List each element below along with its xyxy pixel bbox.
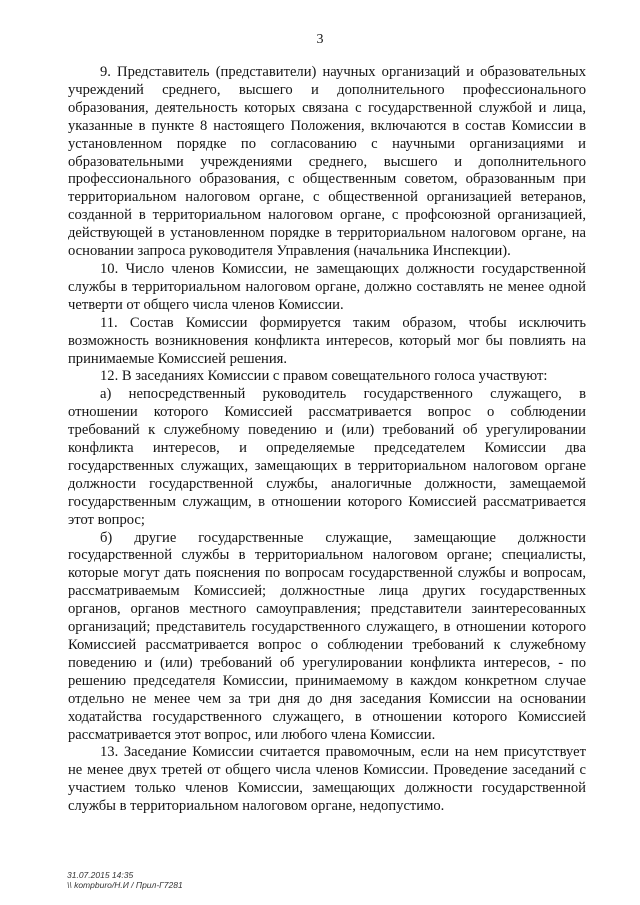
paragraph-11: 11. Состав Комиссии формируется таким образом, чтобы исключить возможность возникновения конфликта интересов, который мог бы повлиять на принимаемые Комиссией решения. bbox=[68, 314, 586, 367]
paragraph-9: 9. Представитель (представители) научных организаций и образовательных учреждений среднего, высшего и дополнительного профессионального образования, деятельность которых связана с государственной службой и лица, указанные в пункте 8 настоящего Положения, включаются в состав Комиссии в установленном порядке по согласованию с научными организациями и образовательными учреждениями среднего, высшего и дополнительного профессионального образования, с общественным советом, образованным при территориальном налоговом органе, с общественной организацией ветеранов, созданной в территориальном налоговом органе, с профсоюзной организацией, действующей в установленном порядке в территориальном налоговом органе, на основании запроса руководителя Управления (начальника Инспекции). bbox=[68, 64, 586, 260]
page-number: 3 bbox=[316, 32, 324, 47]
paragraph-10: 10. Число членов Комиссии, не замещающих должности государственной службы в территориальном налоговом органе, должно составлять не менее одной четверти от общего числа членов Комиссии. bbox=[68, 260, 586, 313]
paragraph-12: 12. В заседаниях Комиссии с правом совещательного голоса участвуют: bbox=[100, 368, 548, 385]
paragraph-13: 13. Заседание Комиссии считается правомочным, если на нем присутствует не менее двух третей от общего числа членов Комиссии. Проведение заседаний с участием только членов Комиссии, замещающих должности государственной службы в территориальном налоговом органе, недопустимо. bbox=[68, 744, 586, 815]
footer-file-path: \\ kompburo/Н.И / Прил-Г7281 bbox=[67, 880, 183, 890]
document-body bbox=[68, 64, 586, 816]
paragraph-12-a: а) непосредственный руководитель государственного служащего, в отношении которого Комиссией рассматривается вопрос о соблюдении требований к служебному поведению и (или) требований об урегулировании конфликта интересов, и определяемые председателем Комиссии два государственных служащих, замещающих в территориальном налоговом органе должности государственной службы, аналогичные должности, замещаемой государственным служащим, в отношении которого Комиссией рассматривается этот вопрос; bbox=[68, 386, 586, 528]
footer-date: 31.07.2015 14:35 bbox=[67, 870, 134, 880]
paragraph-12-b: б) другие государственные служащие, замещающие должности государственной службы в территориальном налоговом органе; специалисты, которые могут дать пояснения по вопросам государственной службы и вопросам, рассматриваемым Комиссией; должностные лица других государственных органов, органов местного самоуправления; представители заинтересованных организаций; представитель государственного служащего, в отношении которого Комиссией рассматривается вопрос о соблюдении требований к служебному поведению и (или) требований об урегулировании конфликта интересов, - по решению председателя Комиссии, принимаемому в каждом конкретном случае отдельно не менее чем за три дня до дня заседания Комиссии на основании ходатайства государственного служащего, в отношении которого Комиссией рассматривается этот вопрос, или любого члена Комиссии. bbox=[68, 529, 586, 743]
document-footer bbox=[67, 870, 183, 890]
